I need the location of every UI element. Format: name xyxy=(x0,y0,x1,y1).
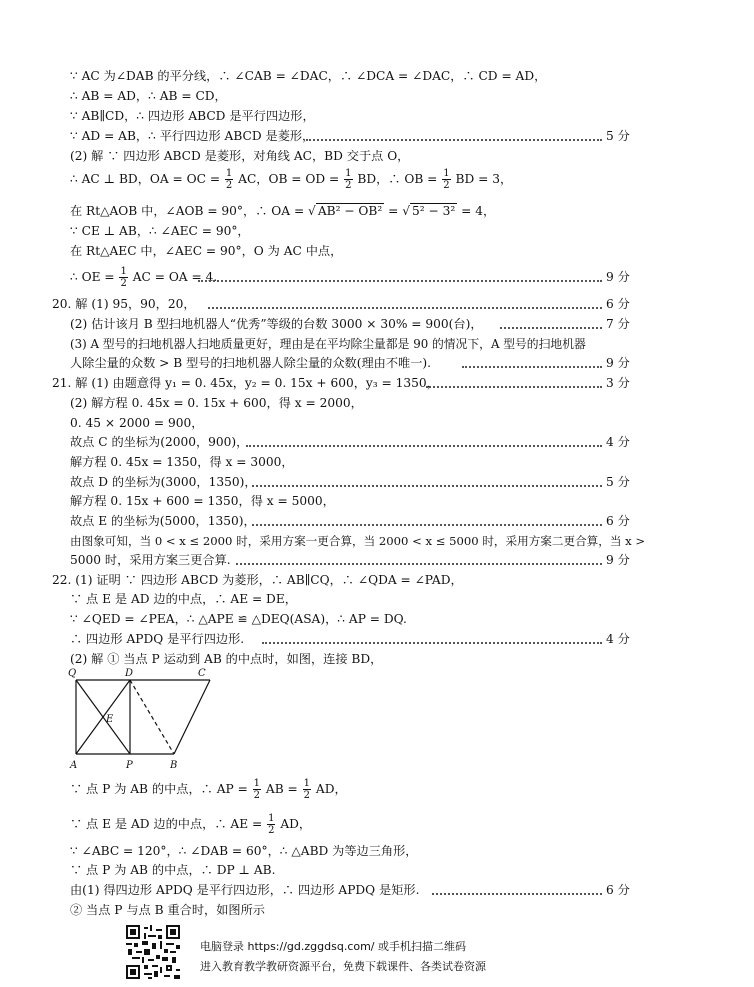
fraction: $\frac{1}{2}$ xyxy=(225,168,233,191)
label-Q: Q xyxy=(68,668,77,679)
line: 20. 解 (1) 95，90，20， xyxy=(52,297,196,311)
text: AD， xyxy=(315,782,347,796)
label-P: P xyxy=(126,760,133,771)
score: 9 分 xyxy=(606,356,630,370)
leader-dots xyxy=(500,327,602,329)
score: 9 分 xyxy=(606,553,630,567)
text: = 4， xyxy=(461,204,496,218)
text: BD = 3， xyxy=(455,172,513,186)
footer-line-1: 电脑登录 https://gd.zggdsq.com/ 或手机扫描二维码 xyxy=(200,940,467,953)
line: ∵ 点 P 为 AB 的中点，∴ DP ⊥ AB. xyxy=(70,863,276,877)
text: = xyxy=(388,204,399,218)
line: (3) A 型号的扫地机器人扫地质量更好，理由是在平均除尘量都是 90 的情况下，A 型号的扫地机器 xyxy=(70,337,586,351)
sqrt-sign: √ xyxy=(402,204,411,218)
score: 6 分 xyxy=(606,883,630,897)
fraction: $\frac{1}{2}$ xyxy=(120,266,127,289)
text: ∴ AC ⊥ BD，OA = OC = xyxy=(70,172,221,186)
footer-line-2: 进入教育教学教研资源平台，免费下载课件、各类试卷资源 xyxy=(200,960,486,973)
leader-dots xyxy=(432,893,602,895)
leader-dots xyxy=(198,280,602,282)
text: ∴ OE = xyxy=(70,270,115,284)
geometry-figure xyxy=(62,664,222,774)
line: ∵ 点 E 是 AD 边的中点，∴ AE = DE， xyxy=(70,592,297,606)
leader-dots xyxy=(462,366,602,368)
line: 故点 C 的坐标为(2000，900)， xyxy=(70,435,249,449)
score: 6 分 xyxy=(606,297,630,311)
score: 9 分 xyxy=(606,270,630,284)
leader-dots xyxy=(252,485,602,487)
sqrt-sign: √ xyxy=(308,204,316,218)
score: 5 分 xyxy=(606,475,630,489)
text: AB = xyxy=(265,782,298,796)
line: 0. 45 × 2000 = 900， xyxy=(70,416,204,430)
score: 5 分 xyxy=(606,129,630,143)
line: 由图象可知，当 0 < x ≤ 2000 时，采用方案一更合算，当 2000 < x ≤ 5000 时，采用方案二更合算，当 x > xyxy=(70,534,646,548)
score: 4 分 xyxy=(606,632,630,646)
line: (2) 解 ① 当点 P 运动到 AB 的中点时，如图，连接 BD， xyxy=(70,652,383,666)
line xyxy=(70,778,347,801)
leader-dots xyxy=(426,386,602,388)
text: BD，∴ OB = xyxy=(357,172,438,186)
line: 人除尘量的众数 > B 型号的扫地机器人除尘量的众数(理由不唯一). xyxy=(70,356,432,370)
line: 故点 D 的坐标为(3000，1350)， xyxy=(70,475,257,489)
line: ∵ AC 为∠DAB 的平分线，∴ ∠CAB = ∠DAC，∴ ∠DCA = ∠DAC，∴ CD = AD， xyxy=(70,69,547,83)
radicand: 5² − 3² xyxy=(412,204,456,218)
line: (2) 解方程 0. 45x = 0. 15x + 600，得 x = 2000， xyxy=(70,396,363,410)
line xyxy=(70,203,495,219)
line: 故点 E 的坐标为(5000，1350)， xyxy=(70,514,256,528)
line: ∵ CE ⊥ AB，∴ ∠AEC = 90°， xyxy=(70,224,250,238)
label-C: C xyxy=(198,668,206,679)
text: AD， xyxy=(280,817,312,831)
line: ∴ 四边形 APDQ 是平行四边形. xyxy=(70,632,245,646)
line: (2) 估计该月 B 型扫地机器人“优秀”等级的台数 3000 × 30% = 900(台)， xyxy=(70,317,483,331)
line xyxy=(70,168,512,191)
line: 在 Rt△AEC 中，∠AEC = 90°，O 为 AC 中点， xyxy=(70,244,343,258)
text: ∵ 点 P 为 AB 的中点，∴ AP = xyxy=(70,782,248,796)
text: AC = OA = 4. xyxy=(132,270,218,284)
fraction: $\frac{1}{2}$ xyxy=(345,168,352,191)
line: ∵ AB∥CD，∴ 四边形 ABCD 是平行四边形， xyxy=(70,109,315,123)
line xyxy=(70,813,311,836)
fraction: $\frac{1}{2}$ xyxy=(303,778,311,801)
leader-dots xyxy=(236,563,602,565)
line: 21. 解 (1) 由题意得 y₁ = 0. 45x，y₂ = 0. 15x + 600，y₃ = 1350， xyxy=(52,376,439,390)
leader-dots xyxy=(262,642,602,644)
line xyxy=(70,266,217,289)
score: 4 分 xyxy=(606,435,630,449)
line: ② 当点 P 与点 B 重合时，如图所示 xyxy=(70,903,265,917)
radicand: AB² − OB² xyxy=(317,204,383,218)
label-D: D xyxy=(125,668,134,679)
label-E: E xyxy=(106,714,114,725)
leader-dots xyxy=(252,524,602,526)
fraction: $\frac{1}{2}$ xyxy=(443,168,450,191)
line: ∵ ∠ABC = 120°，∴ ∠DAB = 60°，∴ △ABD 为等边三角形， xyxy=(70,844,418,858)
text: 在 Rt△AOB 中，∠AOB = 90°，∴ OA = xyxy=(70,204,305,218)
score: 7 分 xyxy=(606,317,630,331)
line: ∵ AD = AB，∴ 平行四边形 ABCD 是菱形， xyxy=(70,129,315,143)
fraction: $\frac{1}{2}$ xyxy=(253,778,261,801)
label-B: B xyxy=(170,760,178,771)
line: 22. (1) 证明 ∵ 四边形 ABCD 为菱形，∴ AB∥CQ，∴ ∠QDA = ∠PAD， xyxy=(52,573,463,587)
qr-code xyxy=(126,925,180,979)
text: ∵ 点 E 是 AD 边的中点，∴ AE = xyxy=(70,817,263,831)
score: 6 分 xyxy=(606,514,630,528)
fraction: $\frac{1}{2}$ xyxy=(268,813,275,836)
line: 解方程 0. 45x = 1350，得 x = 3000， xyxy=(70,455,294,469)
text: AC，OB = OD = xyxy=(238,172,340,186)
line: 5000 时，采用方案三更合算. xyxy=(70,553,231,567)
line: 由(1) 得四边形 APDQ 是平行四边形，∴ 四边形 APDQ 是矩形. xyxy=(70,883,420,897)
leader-dots xyxy=(208,307,602,309)
line: (2) 解 ∵ 四边形 ABCD 是菱形，对角线 AC，BD 交于点 O， xyxy=(70,149,410,163)
line: ∴ AB = AD，∴ AB = CD， xyxy=(70,89,227,103)
leader-dots xyxy=(306,139,602,141)
score: 3 分 xyxy=(606,376,630,390)
line: ∵ ∠QED = ∠PEA，∴ △APE ≌ △DEQ(ASA)，∴ AP = DQ. xyxy=(70,612,407,626)
leader-dots xyxy=(246,445,602,447)
label-A: A xyxy=(70,760,78,771)
line: 解方程 0. 15x + 600 = 1350，得 x = 5000， xyxy=(70,494,335,508)
